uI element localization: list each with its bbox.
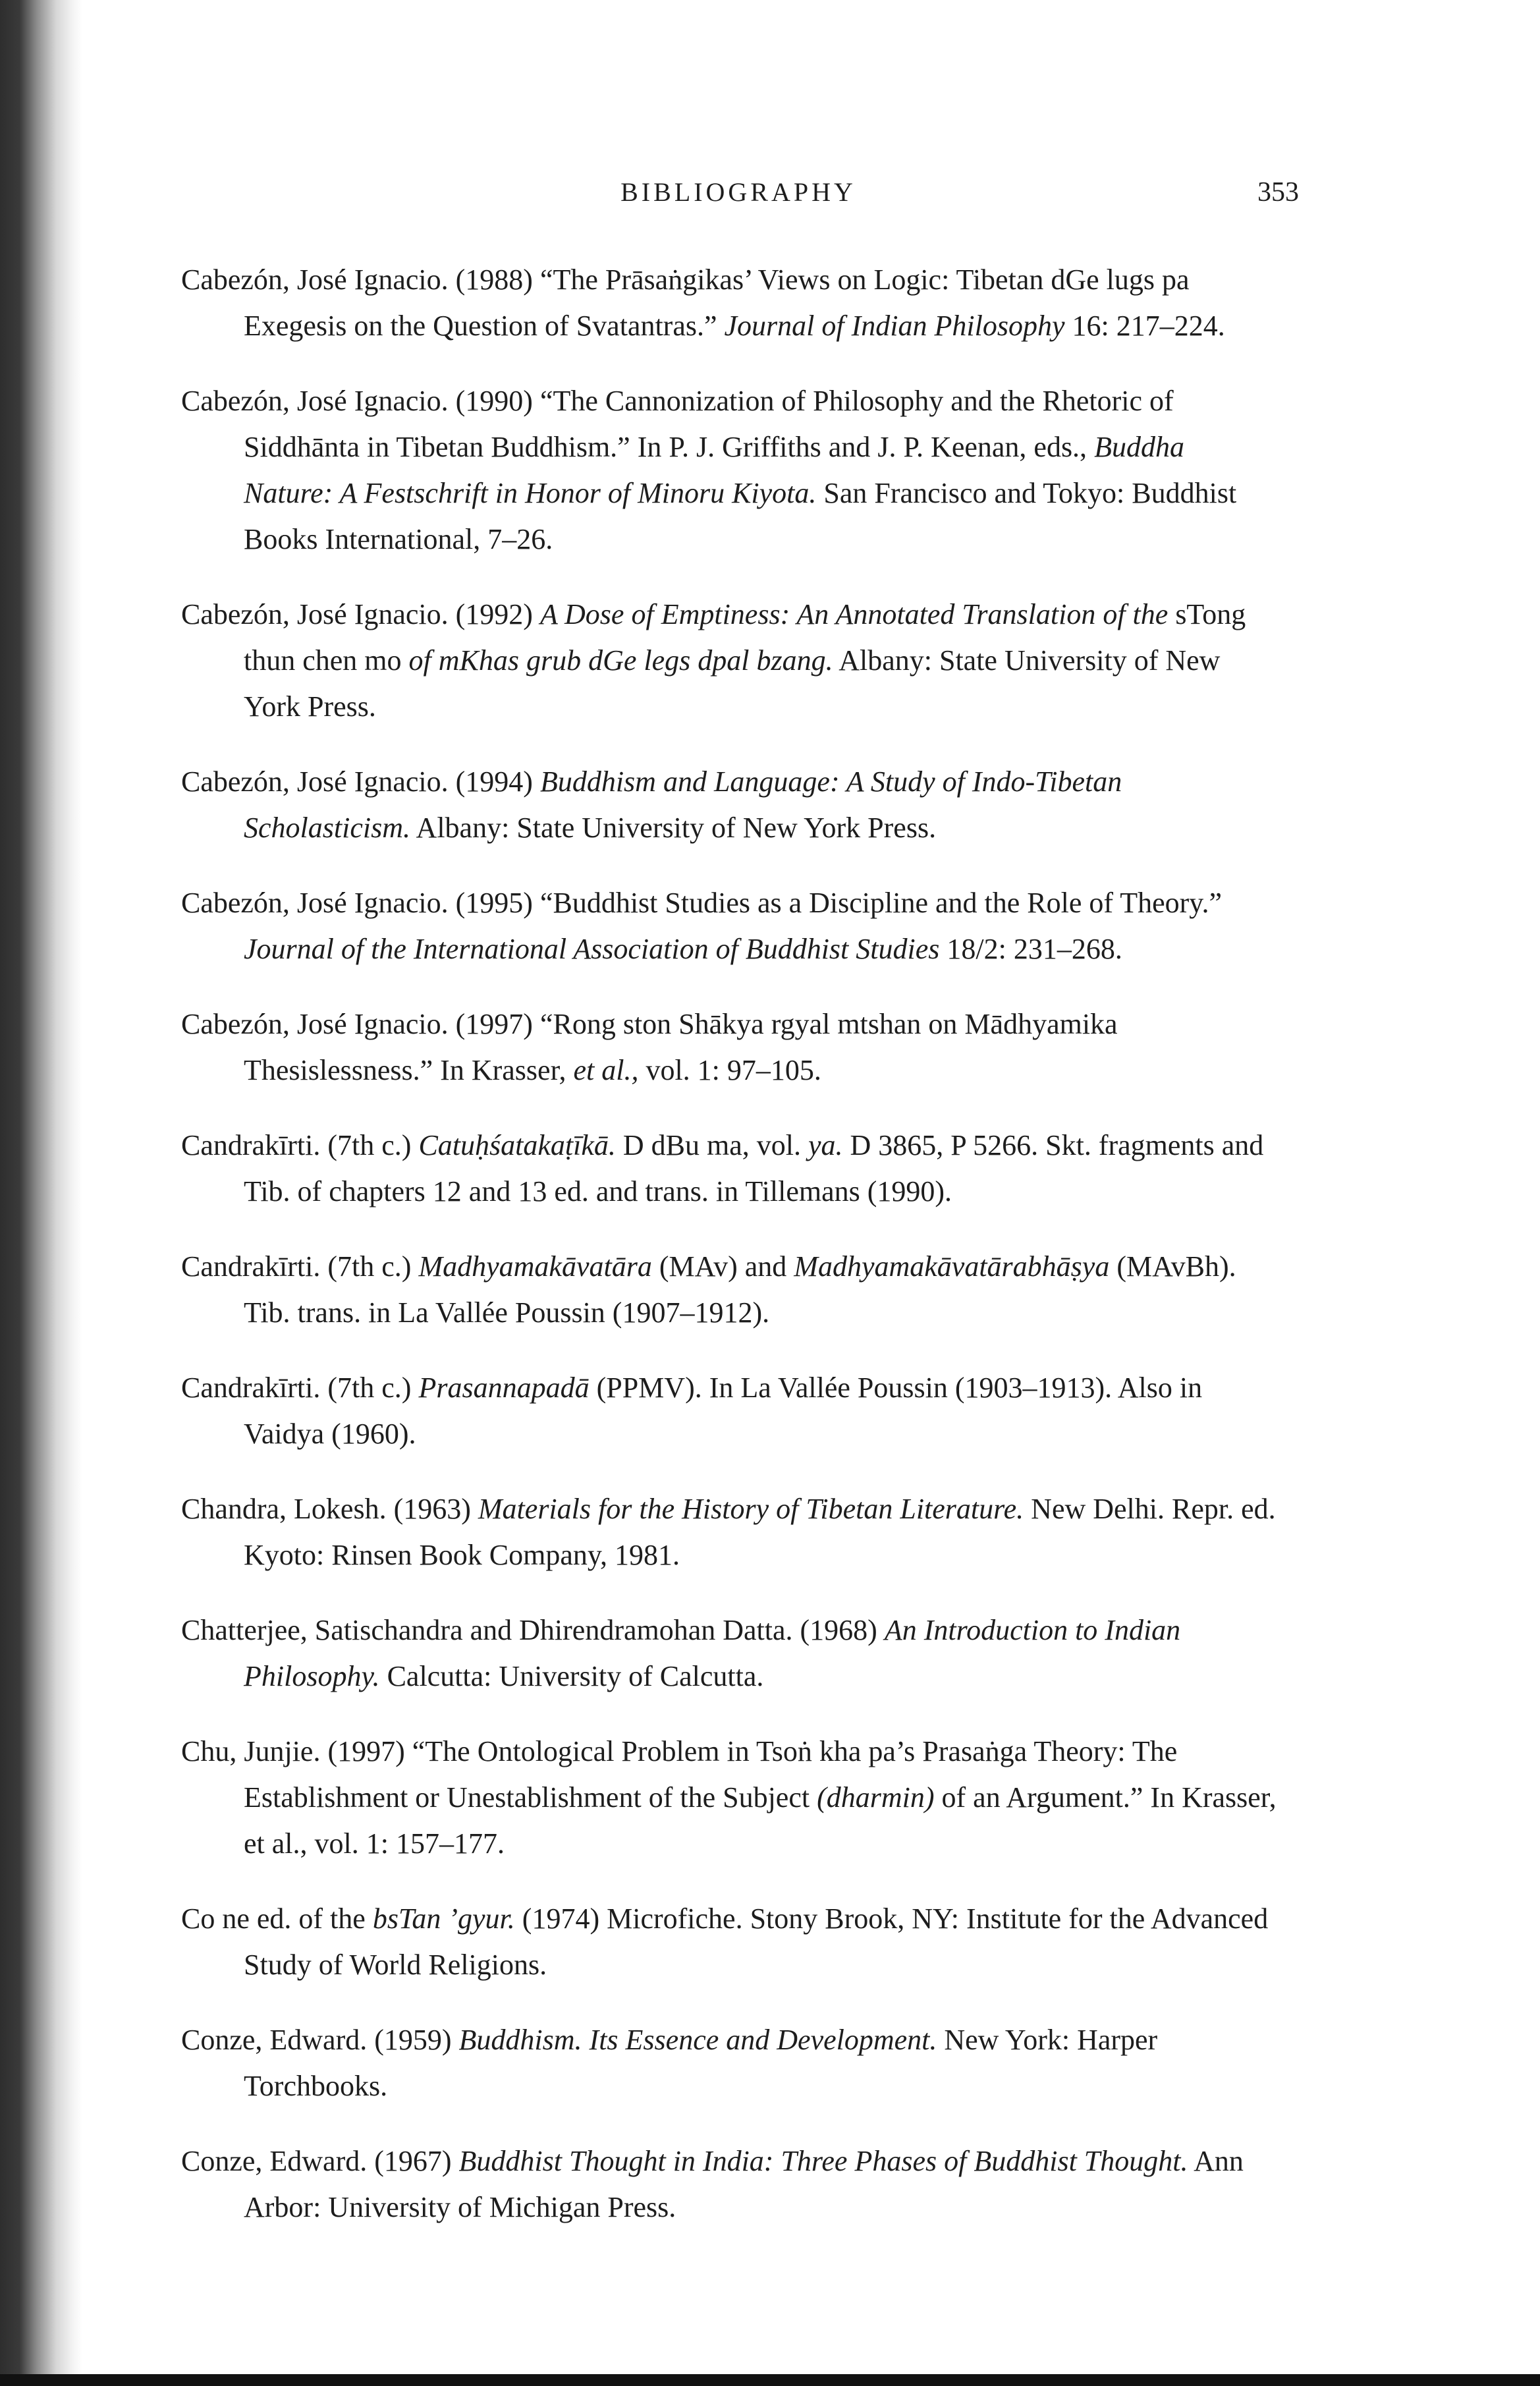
bibliography-entry — [181, 2138, 1277, 2231]
bibliography-list — [181, 257, 1277, 2260]
entry-title: Journal of Indian Philosophy — [724, 310, 1065, 342]
entry-text: D 3865, P 5266. Skt. fragments and Tib. of chapters 12 and 13 ed. and trans. in Tillemans (1990). — [244, 1129, 1264, 1207]
entry-text: Chu, Junjie. (1997) “The Ontological Problem in Tsoṅ kha pa’s Prasaṅga Theory: The Establishment or Unestablishment of the Subject — [181, 1735, 1178, 1814]
entry-title: Buddhism. Its Essence and Development. — [458, 2024, 937, 2056]
book-binding-shadow — [0, 0, 82, 2386]
running-title: BIBLIOGRAPHY — [620, 177, 856, 207]
bibliography-entry — [181, 1486, 1277, 1578]
entry-title: bsTan ’gyur. — [372, 1902, 515, 1935]
entry-text: sTong thun chen mo — [244, 598, 1246, 677]
entry-text: (PPMV). In La Vallée Poussin (1903–1913). Also in Vaidya (1960). — [244, 1372, 1203, 1450]
entry-text: San Francisco and Tokyo: Buddhist Books International, 7–26. — [244, 477, 1237, 555]
entry-text: Cabezón, José Ignacio. (1997) “Rong ston Shākya rgyal mtshan on Mādhyamika Thesislessness.” In Krasser, — [181, 1008, 1118, 1086]
entry-title: Materials for the History of Tibetan Literature. — [478, 1493, 1024, 1525]
entry-text: Conze, Edward. (1959) — [181, 2024, 459, 2056]
entry-text: (MAvBh). Tib. trans. in La Vallée Poussin (1907–1912). — [244, 1250, 1236, 1329]
entry-title: Prasannapadā — [418, 1372, 590, 1404]
bibliography-entry — [181, 592, 1277, 730]
entry-text: New Delhi. Repr. ed. Kyoto: Rinsen Book Company, 1981. — [244, 1493, 1276, 1571]
entry-title: Buddhism and Language: A Study of Indo-Tibetan Scholasticism. — [244, 765, 1122, 844]
bibliography-entry — [181, 1729, 1277, 1867]
entry-title: Catuḥśatakaṭīkā. — [418, 1129, 616, 1161]
entry-text: Candrakīrti. (7th c.) — [181, 1372, 419, 1404]
entry-text: Albany: State University of New York Press. — [244, 644, 1221, 723]
entry-text: (MAv) and — [651, 1250, 794, 1283]
entry-text: Ann Arbor: University of Michigan Press. — [244, 2145, 1244, 2223]
entry-text: New York: Harper Torchbooks. — [244, 2024, 1158, 2102]
entry-text: Conze, Edward. (1967) — [181, 2145, 459, 2177]
entry-title: Journal of the International Association of Buddhist Studies — [244, 933, 940, 965]
entry-text: Cabezón, José Ignacio. (1995) “Buddhist Studies as a Discipline and the Role of Theory.” — [181, 887, 1222, 919]
entry-text: vol. 1: 97–105. — [638, 1054, 821, 1086]
entry-text: Chandra, Lokesh. (1963) — [181, 1493, 478, 1525]
entry-text: Chatterjee, Satischandra and Dhirendramohan Datta. (1968) — [181, 1614, 885, 1646]
entry-title: ya. — [808, 1129, 843, 1161]
entry-title: (dharmin) — [817, 1781, 935, 1814]
entry-title: Madhyamakāvatārabhāṣya — [794, 1250, 1110, 1283]
bibliography-entry — [181, 1607, 1277, 1700]
entry-title: et al., — [573, 1054, 639, 1086]
entry-text: Cabezón, José Ignacio. (1988) “The Prāsaṅgikas’ Views on Logic: Tibetan dGe lugs pa Exegesis on the Question of Svatantras.” — [181, 264, 1190, 342]
bibliography-entry — [181, 1896, 1277, 1988]
bibliography-entry — [181, 257, 1277, 349]
entry-title: Buddhist Thought in India: Three Phases of Buddhist Thought. — [458, 2145, 1188, 2177]
entry-text: Cabezón, José Ignacio. (1992) — [181, 598, 540, 630]
entry-title: An Introduction to Indian Philosophy. — [244, 1614, 1181, 1692]
entry-text: D dBu ma, vol. — [615, 1129, 808, 1161]
entry-title: A Dose of Emptiness: An Annotated Translation of the — [539, 598, 1169, 630]
page-bottom-rule — [0, 2374, 1540, 2386]
entry-title: Madhyamakāvatāra — [418, 1250, 652, 1283]
entry-text: Cabezón, José Ignacio. (1994) — [181, 765, 540, 798]
bibliography-entry — [181, 1365, 1277, 1457]
entry-text: 18/2: 231–268. — [939, 933, 1122, 965]
bibliography-entry — [181, 1123, 1277, 1215]
entry-text: Co ne ed. of the — [181, 1902, 373, 1935]
entry-text: Cabezón, José Ignacio. (1990) “The Cannonization of Philosophy and the Rhetoric of Siddhānta in Tibetan Buddhism.” In P. J. Griffiths and J. P. Keenan, eds., — [181, 385, 1174, 463]
entry-text: (1974) Microfiche. Stony Brook, NY: Institute for the Advanced Study of World Religions. — [244, 1902, 1269, 1981]
bibliography-entry — [181, 2017, 1277, 2109]
entry-text: 16: 217–224. — [1064, 310, 1225, 342]
bibliography-entry — [181, 1001, 1277, 1094]
bibliography-entry — [181, 378, 1277, 563]
page-number: 353 — [1257, 177, 1299, 208]
bibliography-entry — [181, 1244, 1277, 1336]
entry-text: of an Argument.” In Krasser, et al., vol. 1: 157–177. — [244, 1781, 1277, 1860]
bibliography-entry — [181, 759, 1277, 851]
entry-text: Calcutta: University of Calcutta. — [379, 1660, 764, 1692]
entry-text: Candrakīrti. (7th c.) — [181, 1250, 419, 1283]
entry-text: Candrakīrti. (7th c.) — [181, 1129, 419, 1161]
entry-title: of mKhas grub dGe legs dpal bzang. — [408, 644, 833, 677]
entry-title: Buddha Nature: A Festschrift in Honor of Minoru Kiyota. — [244, 431, 1184, 509]
entry-text: Albany: State University of New York Press. — [410, 812, 937, 844]
running-header — [178, 173, 1299, 212]
bibliography-entry — [181, 880, 1277, 972]
